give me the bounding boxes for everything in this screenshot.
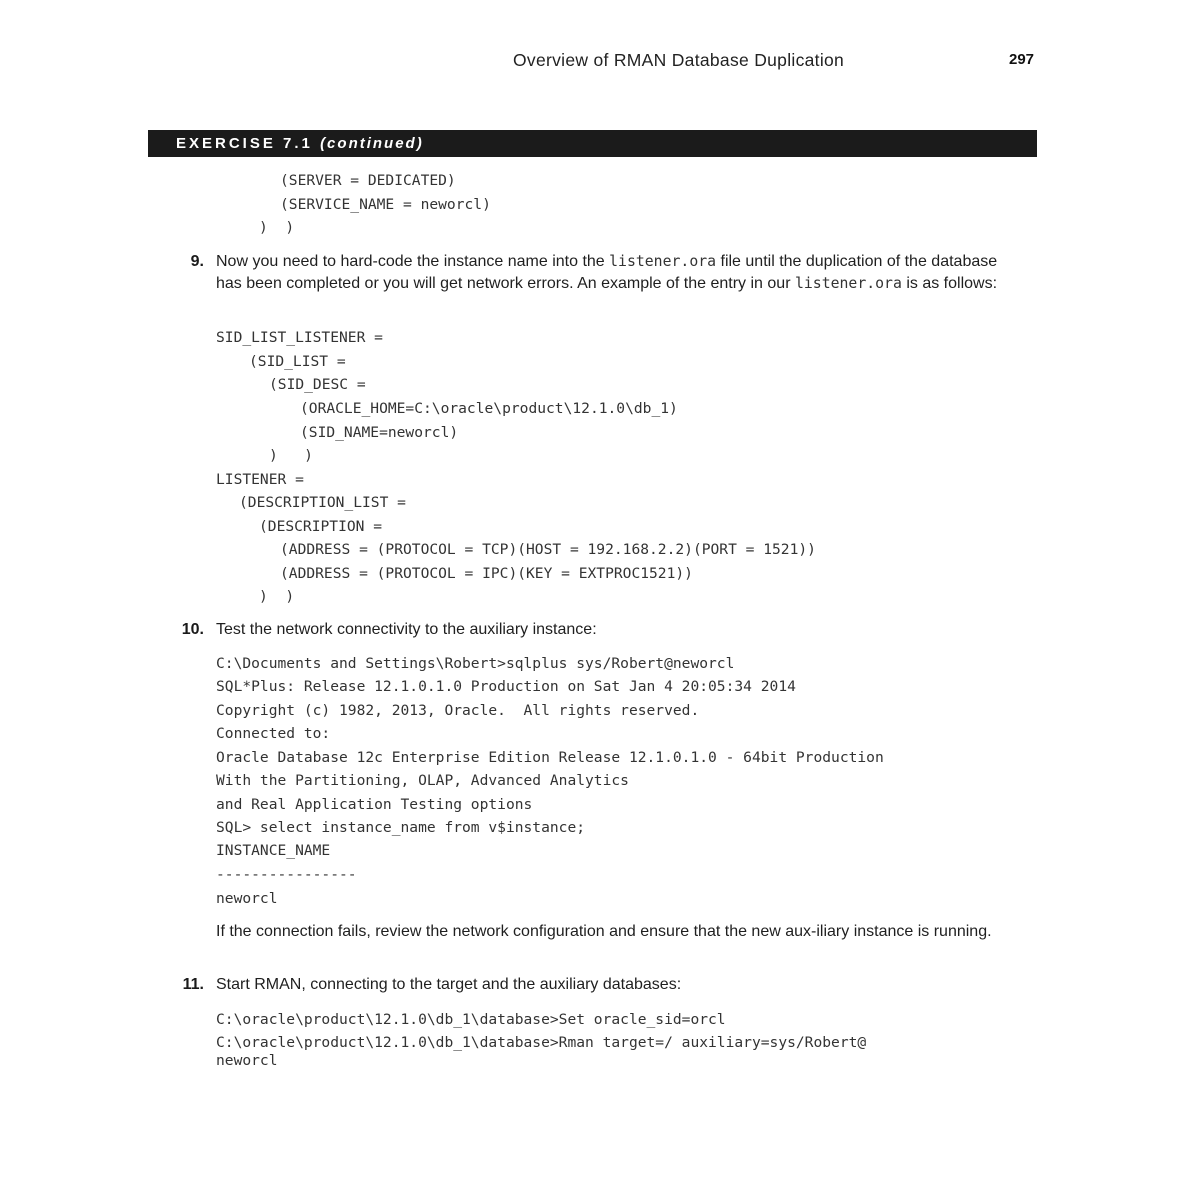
code-line: neworcl <box>216 1052 278 1069</box>
exercise-banner <box>148 130 1037 157</box>
inline-code: listener.ora <box>794 275 902 292</box>
step-10-text: Test the network connectivity to the auxiliary instance: <box>216 621 597 638</box>
code-line: neworcl <box>216 890 278 907</box>
code-line: (SID_LIST = <box>249 353 346 370</box>
code-line: (SID_DESC = <box>269 376 366 393</box>
code-line: (DESCRIPTION_LIST = <box>239 494 406 511</box>
exercise-continued: (continued) <box>320 135 424 152</box>
text-run: Now you need to hard-code the instance name into the <box>216 253 610 270</box>
text-run: file until the duplication of the database has been completed or you will get network errors. An example of the entry in our <box>216 253 998 292</box>
code-line: (ADDRESS = (PROTOCOL = TCP)(HOST = 192.168.2.2)(PORT = 1521)) <box>280 541 816 558</box>
step-number: 11. <box>182 976 204 993</box>
code-line: INSTANCE_NAME <box>216 842 331 859</box>
step-number: 10. <box>181 621 204 638</box>
code-line: C:\oracle\product\12.1.0\db_1\database>Set oracle_sid=orcl <box>216 1011 726 1028</box>
step-11-text: Start RMAN, connecting to the target and the auxiliary databases: <box>216 976 682 993</box>
code-line: ) ) <box>259 588 295 605</box>
step-10-note: If the connection fails, review the network configuration and ensure that the new aux-iliary instance is running. <box>216 923 992 940</box>
code-line: (ORACLE_HOME=C:\oracle\product\12.1.0\db_1) <box>300 400 678 417</box>
code-line: and Real Application Testing options <box>216 796 533 813</box>
code-line: Connected to: <box>216 725 331 742</box>
code-line: (DESCRIPTION = <box>259 518 383 535</box>
code-line: ---------------- <box>216 866 357 883</box>
code-line: ) ) <box>269 447 313 464</box>
code-line: Copyright (c) 1982, 2013, Oracle. All rights reserved. <box>216 702 700 719</box>
code-line: LISTENER = <box>216 471 304 488</box>
code-line: (SERVICE_NAME = neworcl) <box>280 196 491 213</box>
code-line: Oracle Database 12c Enterprise Edition Release 12.1.0.1.0 - 64bit Production <box>216 749 884 766</box>
code-line: ) ) <box>259 219 295 236</box>
code-line: C:\Documents and Settings\Robert>sqlplus sys/Robert@neworcl <box>216 655 735 672</box>
page-number: 297 <box>1009 51 1035 68</box>
code-line: SQL*Plus: Release 12.1.0.1.0 Production on Sat Jan 4 20:05:34 2014 <box>216 678 796 695</box>
code-line: (ADDRESS = (PROTOCOL = IPC)(KEY = EXTPROC1521)) <box>280 565 693 582</box>
running-header-title: Overview of RMAN Database Duplication <box>513 50 845 70</box>
code-line: (SID_NAME=neworcl) <box>300 424 459 441</box>
text-run: is as follows: <box>901 275 998 292</box>
code-line: SID_LIST_LISTENER = <box>216 329 383 346</box>
step-9-text <box>216 251 1016 295</box>
inline-code: listener.ora <box>609 253 717 270</box>
exercise-label: EXERCISE 7.1 <box>176 135 313 152</box>
code-line: With the Partitioning, OLAP, Advanced Analytics <box>216 772 629 789</box>
step-number: 9. <box>190 253 204 270</box>
code-line: C:\oracle\product\12.1.0\db_1\database>Rman target=/ auxiliary=sys/Robert@ <box>216 1034 867 1051</box>
code-line: SQL> select instance_name from v$instance; <box>216 819 586 836</box>
code-line: (SERVER = DEDICATED) <box>280 172 456 189</box>
